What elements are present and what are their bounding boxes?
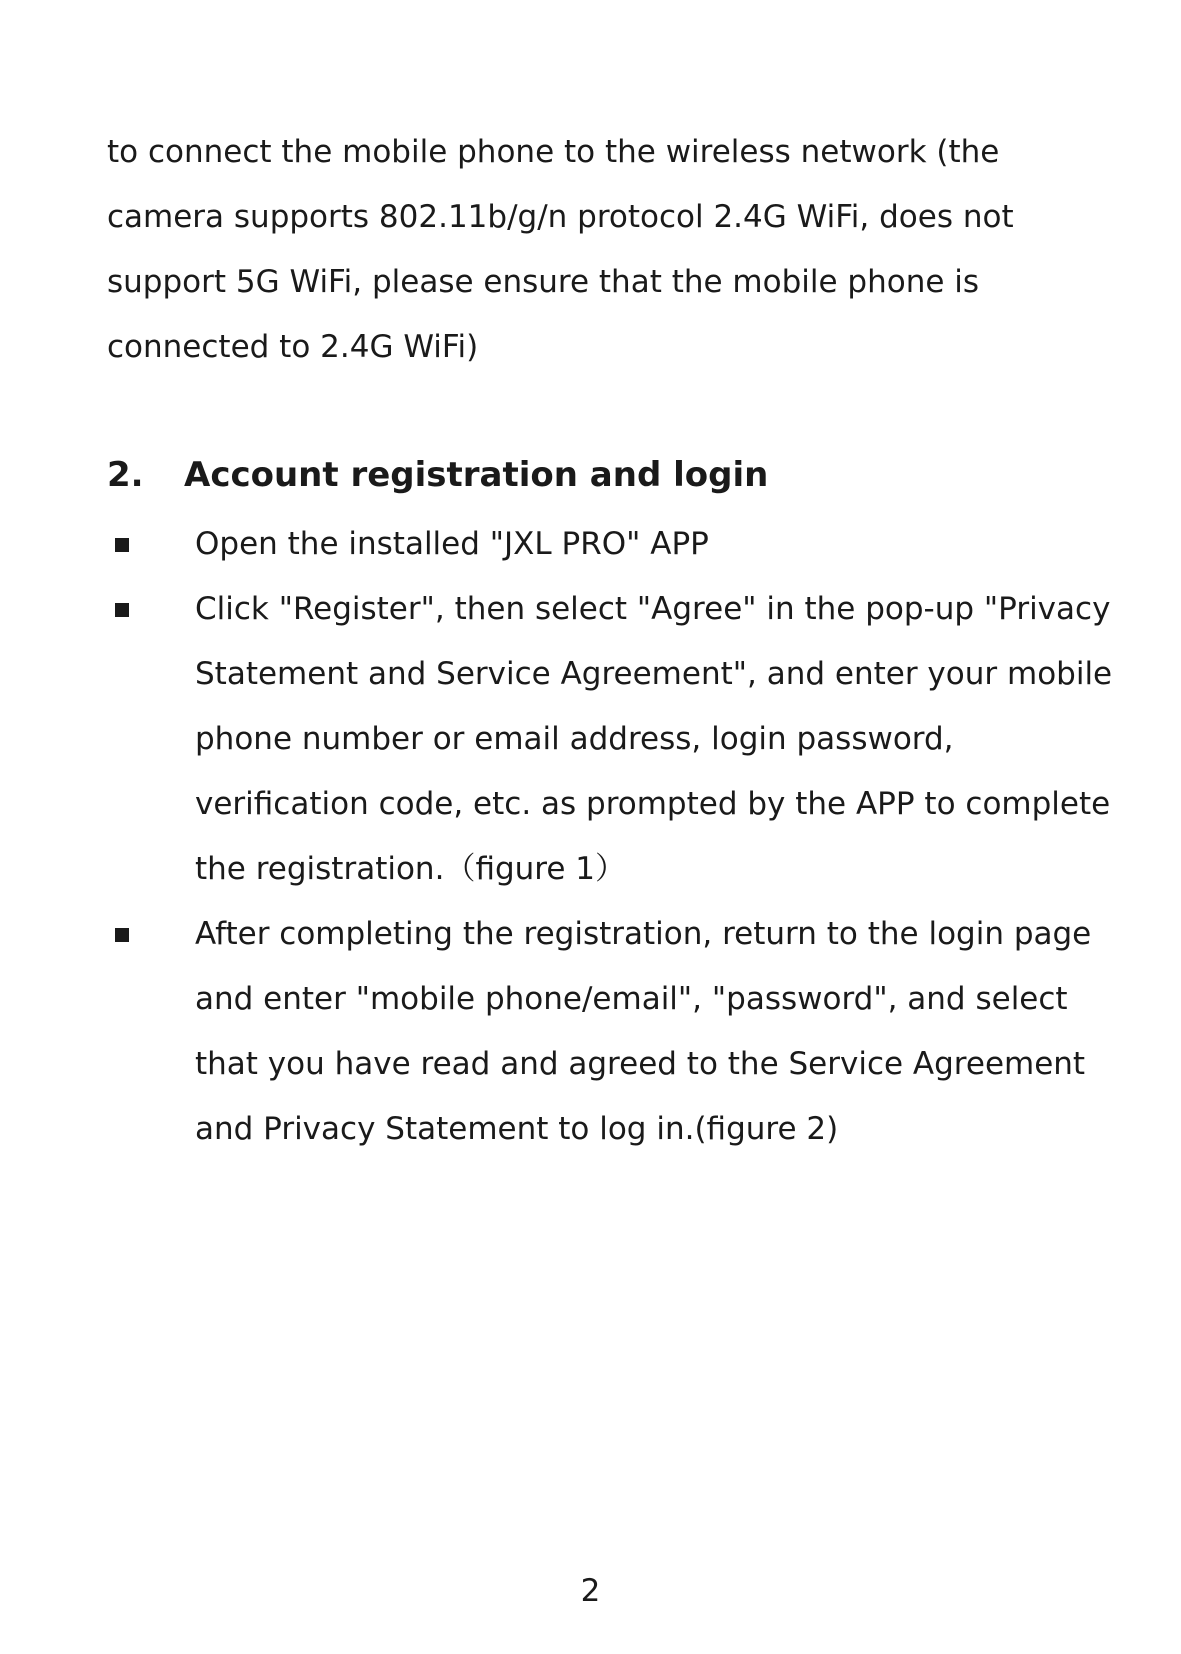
bullet-line: and enter "mobile phone/email", "password", and select (195, 981, 1068, 1017)
square-bullet-icon (107, 512, 195, 577)
bullet-text (195, 512, 709, 577)
bullet-text (195, 577, 1112, 902)
bullet-line: verification code, etc. as prompted by the APP to complete (195, 786, 1111, 822)
intro-line: to connect the mobile phone to the wireless network (the (107, 134, 1000, 170)
bullet-line: and Privacy Statement to log in.(figure 2) (195, 1111, 839, 1147)
bullet-item-open-app (107, 512, 1067, 577)
section-number: 2. (107, 455, 144, 495)
bullet-line: Statement and Service Agreement", and enter your mobile (195, 656, 1113, 692)
section-heading (107, 450, 768, 500)
square-bullet-icon (107, 577, 195, 902)
section-title: Account registration and login (184, 455, 769, 495)
bullet-line: Click "Register", then select "Agree" in the pop-up "Privacy (195, 591, 1111, 627)
intro-line: connected to 2.4G WiFi) (107, 329, 479, 365)
intro-paragraph (107, 120, 1067, 380)
intro-line: support 5G WiFi, please ensure that the mobile phone is (107, 264, 980, 300)
bullet-text (195, 902, 1091, 1162)
bullet-line: After completing the registration, return to the login page (195, 916, 1092, 952)
bullet-line: phone number or email address, login password, (195, 721, 954, 757)
bullet-line: the registration.（figure 1） (195, 851, 627, 887)
bullet-item-register (107, 577, 1113, 902)
intro-line: camera supports 802.11b/g/n protocol 2.4G WiFi, does not (107, 199, 1014, 235)
bullet-line: Open the installed "JXL PRO" APP (195, 526, 709, 562)
square-bullet-icon (107, 902, 195, 1162)
bullet-item-login (107, 902, 1092, 1162)
bullet-line: that you have read and agreed to the Service Agreement (195, 1046, 1086, 1082)
page-number: 2 (580, 1573, 601, 1609)
